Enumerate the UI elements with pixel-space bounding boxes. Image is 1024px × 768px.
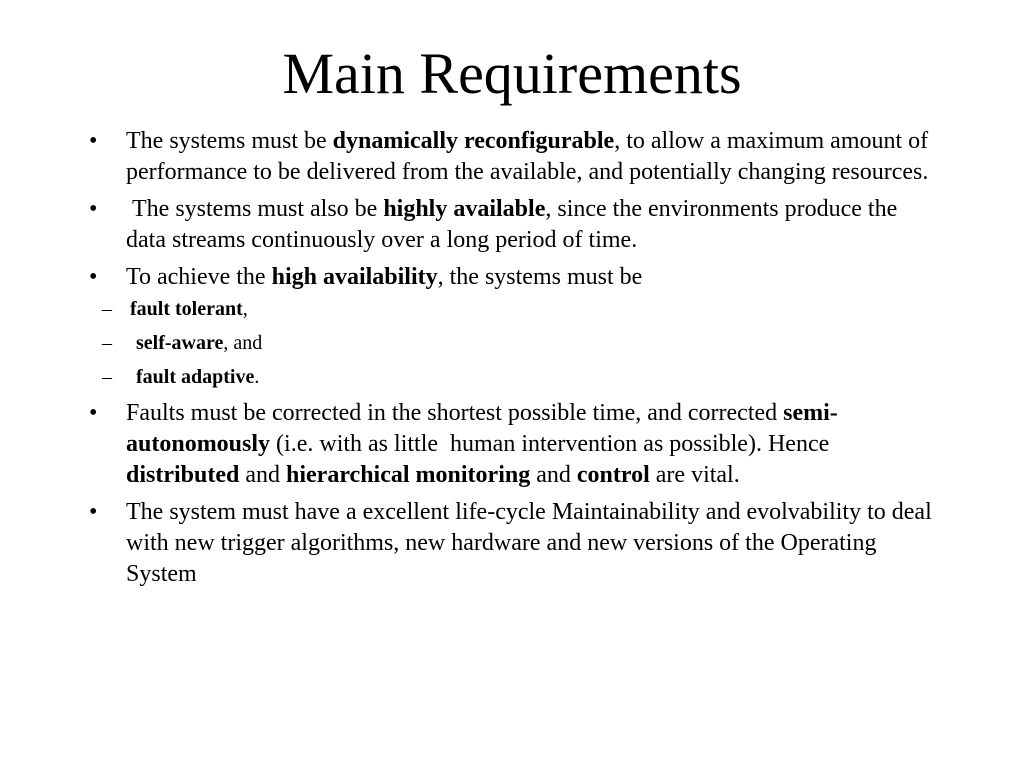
bullet-text: (i.e. with as little human intervention as possible). Hence [270, 431, 836, 457]
bullet-text: and [239, 462, 287, 488]
bullet-item [86, 126, 936, 188]
sub-bullet-suffix: , and [223, 332, 263, 354]
sub-bullet-text [130, 298, 248, 320]
bullet-text: The systems must be [126, 128, 333, 154]
dash-marker: – [102, 298, 112, 320]
bullet-text: The system must have a excellent life-cycle Maintainability and evolvability to deal with new trigger algorithms, new hardware and new versions of the Operating System [126, 499, 932, 587]
sub-bullet-item [86, 364, 936, 390]
bullet-text: , since the environments produce the data streams continuously over a long period of time. [126, 196, 898, 253]
bullet-marker: • [89, 128, 98, 154]
bullet-bold-text: distributed [126, 462, 240, 488]
sub-bullet-item [86, 330, 936, 356]
bullet-text: are vital. [649, 462, 740, 488]
bullet-marker: • [89, 400, 98, 426]
bullet-item [86, 497, 936, 590]
sub-bullet-suffix: . [254, 366, 260, 388]
bullet-text: and [530, 462, 577, 488]
sub-bullet-bold-text: fault adaptive [136, 366, 255, 388]
bullet-bold-text: dynamically reconfigurable [332, 128, 615, 154]
bullet-text: , the systems must be [437, 264, 643, 290]
bullet-text: , to allow a maximum amount of performance to be delivered from the available, and potentially changing resources. [126, 128, 929, 185]
sub-bullet-list [102, 296, 936, 390]
sub-bullet-bold-text: fault tolerant [130, 298, 243, 320]
dash-marker: – [102, 332, 112, 354]
bullet-item [86, 262, 936, 390]
dash-marker: – [102, 366, 112, 388]
bullet-marker: • [89, 264, 98, 290]
bullet-text: Faults must be corrected in the shortest possible time, and corrected [126, 400, 784, 426]
bullet-bold-text: hierarchical monitoring [286, 462, 531, 488]
bullet-list [86, 126, 936, 596]
bullet-bold-text: control [576, 462, 650, 488]
bullet-bold-text: semi-autonomously [126, 400, 838, 457]
bullet-bold-text: high availability [271, 264, 438, 290]
bullet-text: The systems must also be [126, 196, 384, 222]
sub-bullet-suffix: , [242, 298, 248, 320]
sub-bullet-text [130, 366, 259, 388]
sub-bullet-bold-text: self-aware [136, 332, 224, 354]
bullet-item [86, 398, 936, 491]
bullet-marker: • [89, 499, 98, 525]
bullet-text: To achieve the [126, 264, 272, 290]
bullet-item [86, 194, 936, 256]
bullet-marker: • [89, 196, 98, 222]
bullet-bold-text: highly available [383, 196, 546, 222]
sub-bullet-item [86, 296, 936, 322]
slide-title: Main Requirements [282, 41, 742, 106]
sub-bullet-text [130, 332, 262, 354]
